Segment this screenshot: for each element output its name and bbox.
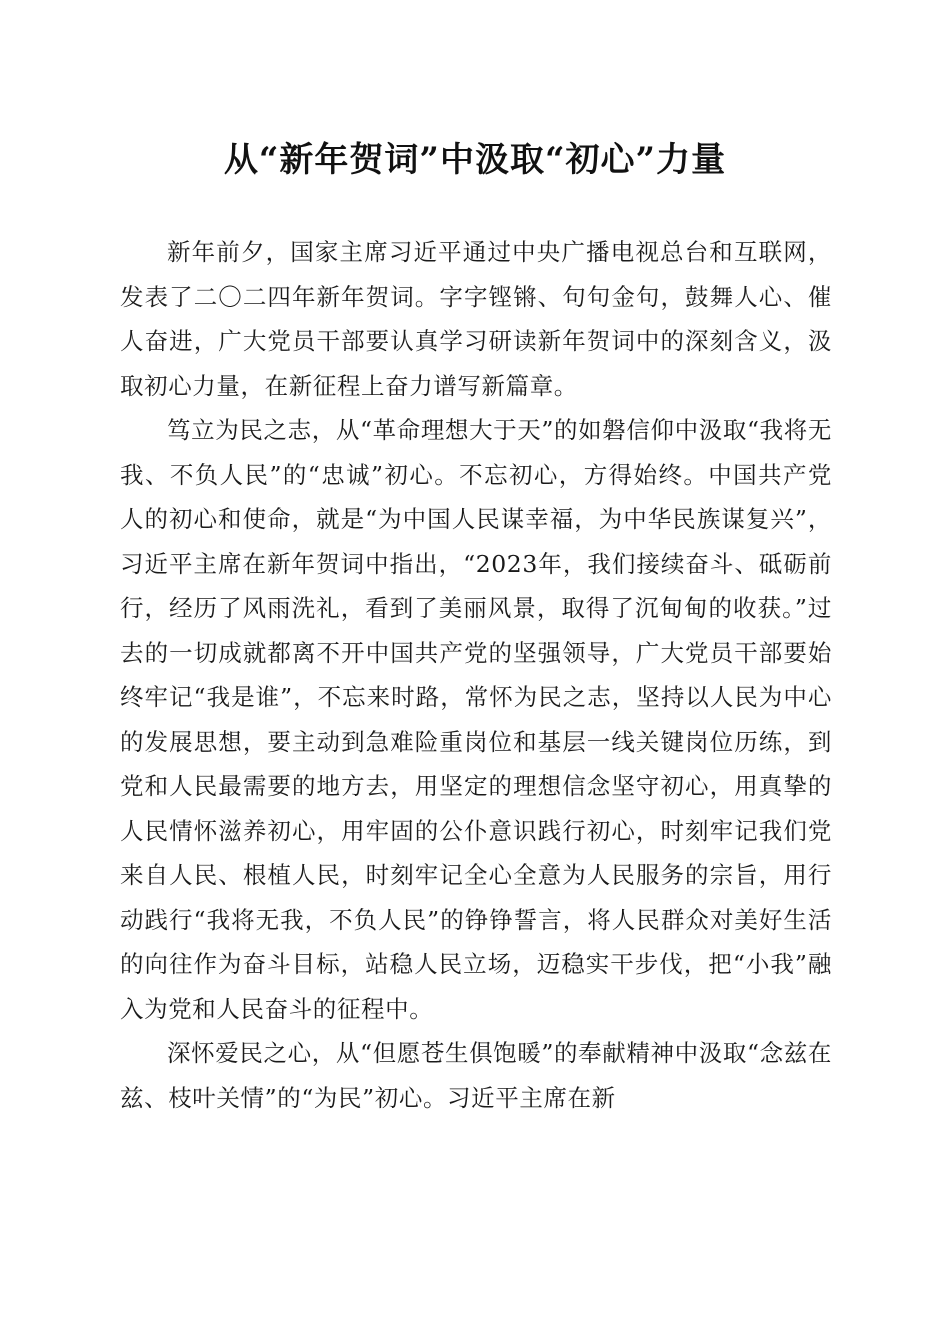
- document-title: 从“新年贺词”中汲取“初心”力量: [223, 140, 727, 180]
- document-body: [120, 230, 832, 1120]
- paragraph-3: 深怀爱民之心，从“但愿苍生俱饱暖”的奉献精神中汲取“念兹在兹、枝叶关情”的“为民”初心。习近平主席在新: [120, 1039, 832, 1112]
- paragraph-2: 笃立为民之志，从“革命理想大于天”的如磐信仰中汲取“我将无我、不负人民”的“忠诚”初心。不忘初心，方得始终。中国共产党人的初心和使命，就是“为中国人民谋幸福，为中华民族谋复兴”，习近平主席在新年贺词中指出，“2023年，我们接续奋斗、砥砺前行，经历了风雨洗礼，看到了美丽风景，取得了沉甸甸的收获。”过去的一切成就都离不开中国共产党的坚强领导，广大党员干部要始终牢记“我是谁”，不忘来时路，常怀为民之志，坚持以人民为中心的发展思想，要主动到急难险重岗位和基层一线关键岗位历练，到党和人民最需要的地方去，用坚定的理想信念坚守初心，用真挚的人民情怀滋养初心，用牢固的公仆意识践行初心，时刻牢记我们党来自人民、根植人民，时刻牢记全心全意为人民服务的宗旨，用行动践行“我将无我，不负人民”的铮铮誓言，将人民群众对美好生活的向往作为奋斗目标，站稳人民立场，迈稳实干步伐，把“小我”融入为党和人民奋斗的征程中。: [120, 416, 832, 1023]
- paragraph-1: 新年前夕，国家主席习近平通过中央广播电视总台和互联网，发表了二〇二四年新年贺词。字字铿锵、句句金句，鼓舞人心、催人奋进，广大党员干部要认真学习研读新年贺词中的深刻含义，汲取初心力量，在新征程上奋力谱写新篇章。: [120, 238, 832, 400]
